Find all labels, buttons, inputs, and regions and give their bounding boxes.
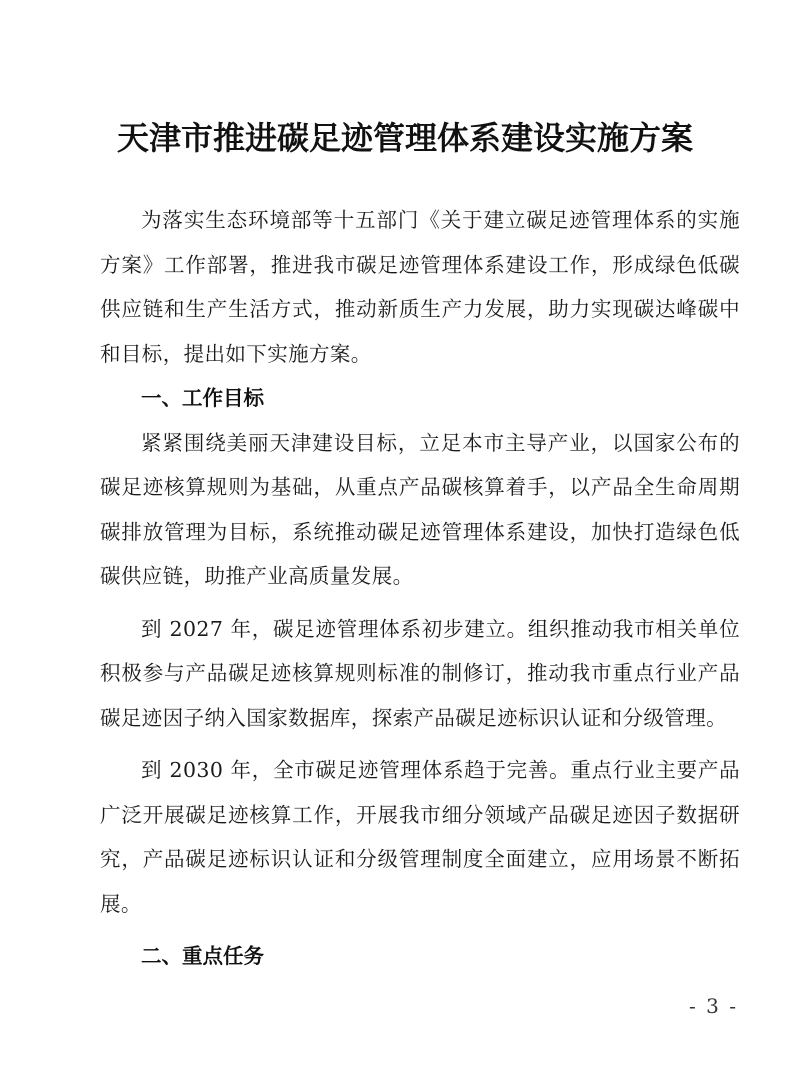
paragraph-gap bbox=[100, 740, 740, 748]
goals-paragraph: 紧紧围绕美丽天津建设目标，立足本市主导产业，以国家公布的碳足迹核算规则为基础，从重点产品碳核算着手，以产品全生命周期碳排放管理为目标，系统推动碳足迹管理体系建设，加快打造绿色低碳供应链，助推产业高质量发展。 bbox=[100, 430, 740, 588]
paragraph-gap bbox=[100, 599, 740, 607]
goal-2027-paragraph: 到 2027 年，碳足迹管理体系初步建立。组织推动我市相关单位积极参与产品碳足迹核算规则标准的制修订，推动我市重点行业产品碳足迹因子纳入国家数据库，探索产品碳足迹标识认证和分级管理。 bbox=[100, 616, 740, 730]
document-body bbox=[100, 198, 740, 979]
goal-2030-paragraph: 到 2030 年，全市碳足迹管理体系趋于完善。重点行业主要产品广泛开展碳足迹核算工作，开展我市细分领域产品碳足迹因子数据研究，产品碳足迹标识认证和分级管理制度全面建立，应用场景不断拓展。 bbox=[100, 758, 740, 916]
section-heading-goals: 一、工作目标 bbox=[141, 386, 264, 410]
paragraph-gap bbox=[100, 926, 740, 934]
document-title: 天津市推进碳足迹管理体系建设实施方案 bbox=[116, 119, 693, 157]
page-number: - 3 - bbox=[689, 994, 738, 1018]
intro-paragraph: 为落实生态环境部等十五部门《关于建立碳足迹管理体系的实施方案》工作部署，推进我市碳足迹管理体系建设工作，形成绿色低碳供应链和生产生活方式，推动新质生产力发展，助力实现碳达峰碳中和目标，提出如下实施方案。 bbox=[100, 208, 740, 366]
section-heading-key-tasks: 二、重点任务 bbox=[141, 944, 264, 968]
